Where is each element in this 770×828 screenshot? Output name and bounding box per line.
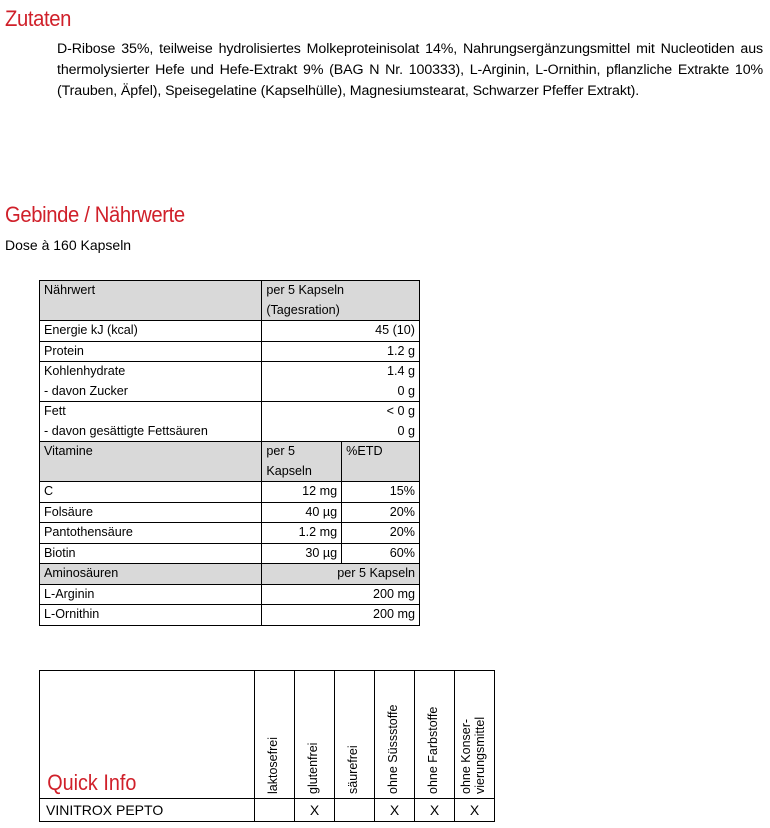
row-label: Kohlenhydrate (40, 362, 262, 382)
row-label: L-Arginin (40, 584, 262, 605)
vitamine-header-row (40, 442, 420, 482)
col-laktosefrei: laktosefrei (265, 737, 280, 794)
quick-info-col-header (415, 671, 455, 799)
row-value: 0 g (262, 382, 420, 402)
row-etd: 20% (342, 523, 420, 544)
mark-saeurefrei (335, 799, 375, 822)
row-label: L-Ornithin (40, 605, 262, 626)
table-row (40, 382, 420, 402)
mark-ohne-farbstoffe: X (415, 799, 455, 822)
product-name: VINITROX PEPTO (40, 799, 255, 822)
quick-info-col-header (255, 671, 295, 799)
vitamine-header-col2: %ETD (342, 442, 420, 482)
quick-info-col-header (375, 671, 415, 799)
table-row (40, 502, 420, 523)
row-value: < 0 g (262, 402, 420, 422)
row-label: Fett (40, 402, 262, 422)
nutrition-header-row (40, 281, 420, 321)
row-value: 0 g (262, 422, 420, 442)
table-row (40, 422, 420, 442)
nutrition-table (39, 280, 420, 626)
row-value: 45 (10) (262, 321, 420, 342)
table-row (40, 341, 420, 362)
quick-info-col-header (335, 671, 375, 799)
quick-info-product-row (40, 799, 495, 822)
vitamine-header-col1: per 5 Kapseln (262, 442, 342, 482)
package-size: Dose à 160 Kapseln (5, 237, 132, 253)
row-label: Energie kJ (kcal) (40, 321, 262, 342)
col-ohne-konservierungsmittel-1: ohne Konser- (458, 718, 473, 794)
row-value: 30 µg (262, 543, 342, 564)
row-label: Pantothensäure (40, 523, 262, 544)
quick-info-col-header (295, 671, 335, 799)
quick-info-col-header (455, 671, 495, 799)
table-row (40, 362, 420, 382)
row-etd: 15% (342, 482, 420, 503)
aminosaeuren-header-label: Aminosäuren (40, 564, 262, 585)
zutaten-heading: Zutaten (5, 6, 72, 31)
row-label: Folsäure (40, 502, 262, 523)
mark-ohne-konservierungsmittel: X (455, 799, 495, 822)
table-row (40, 321, 420, 342)
table-row (40, 402, 420, 422)
nutrition-header-col: per 5 Kapseln (Tagesration) (262, 281, 420, 321)
gebinde-heading: Gebinde / Nährwerte (5, 202, 185, 227)
row-label: C (40, 482, 262, 503)
row-label: - davon gesättigte Fettsäuren (40, 422, 262, 442)
mark-ohne-suessstoffe: X (375, 799, 415, 822)
nutrition-header-label: Nährwert (40, 281, 262, 321)
quick-info-title-cell (40, 671, 255, 799)
vitamine-header-label: Vitamine (40, 442, 262, 482)
row-value: 200 mg (262, 605, 420, 626)
row-value: 200 mg (262, 584, 420, 605)
ingredients-text: D-Ribose 35%, teilweise hydrolisiertes Molkeproteinisolat 14%, Nahrungsergänzungsmittel mit Nucleotiden aus thermolysierter Hefe und Hefe-Extrakt 9% (BAG N Nr. 100333), L-Arginin, L-Ornithin, pflanzliche Extrakte 10% (Trauben, Äpfel), Speisegelatine (Kapselhülle), Magnesiumstearat, Schwarzer Pfeffer Extrakt). (57, 41, 763, 99)
aminosaeuren-header-col: per 5 Kapseln (262, 564, 420, 585)
row-value: 1.2 g (262, 341, 420, 362)
col-ohne-konservierungsmittel-2: vierungsmittel (472, 716, 487, 794)
table-row (40, 584, 420, 605)
row-etd: 20% (342, 502, 420, 523)
quick-info-title: Quick Info (47, 770, 137, 795)
col-saeurefrei: säurefrei (345, 745, 360, 794)
quick-info-table (39, 670, 495, 822)
row-value: 1.4 g (262, 362, 420, 382)
table-row (40, 482, 420, 503)
row-label: Biotin (40, 543, 262, 564)
row-etd: 60% (342, 543, 420, 564)
mark-glutenfrei: X (295, 799, 335, 822)
aminosaeuren-header-row (40, 564, 420, 585)
table-row (40, 523, 420, 544)
col-ohne-farbstoffe: ohne Farbstoffe (425, 706, 440, 794)
col-glutenfrei: glutenfrei (305, 742, 320, 794)
table-row (40, 605, 420, 626)
col-ohne-suessstoffe: ohne Süssstoffe (385, 704, 400, 794)
row-value: 40 µg (262, 502, 342, 523)
table-row (40, 543, 420, 564)
mark-laktosefrei (255, 799, 295, 822)
row-value: 1.2 mg (262, 523, 342, 544)
row-label: - davon Zucker (40, 382, 262, 402)
quick-info-header-row (40, 671, 495, 799)
row-label: Protein (40, 341, 262, 362)
row-value: 12 mg (262, 482, 342, 503)
